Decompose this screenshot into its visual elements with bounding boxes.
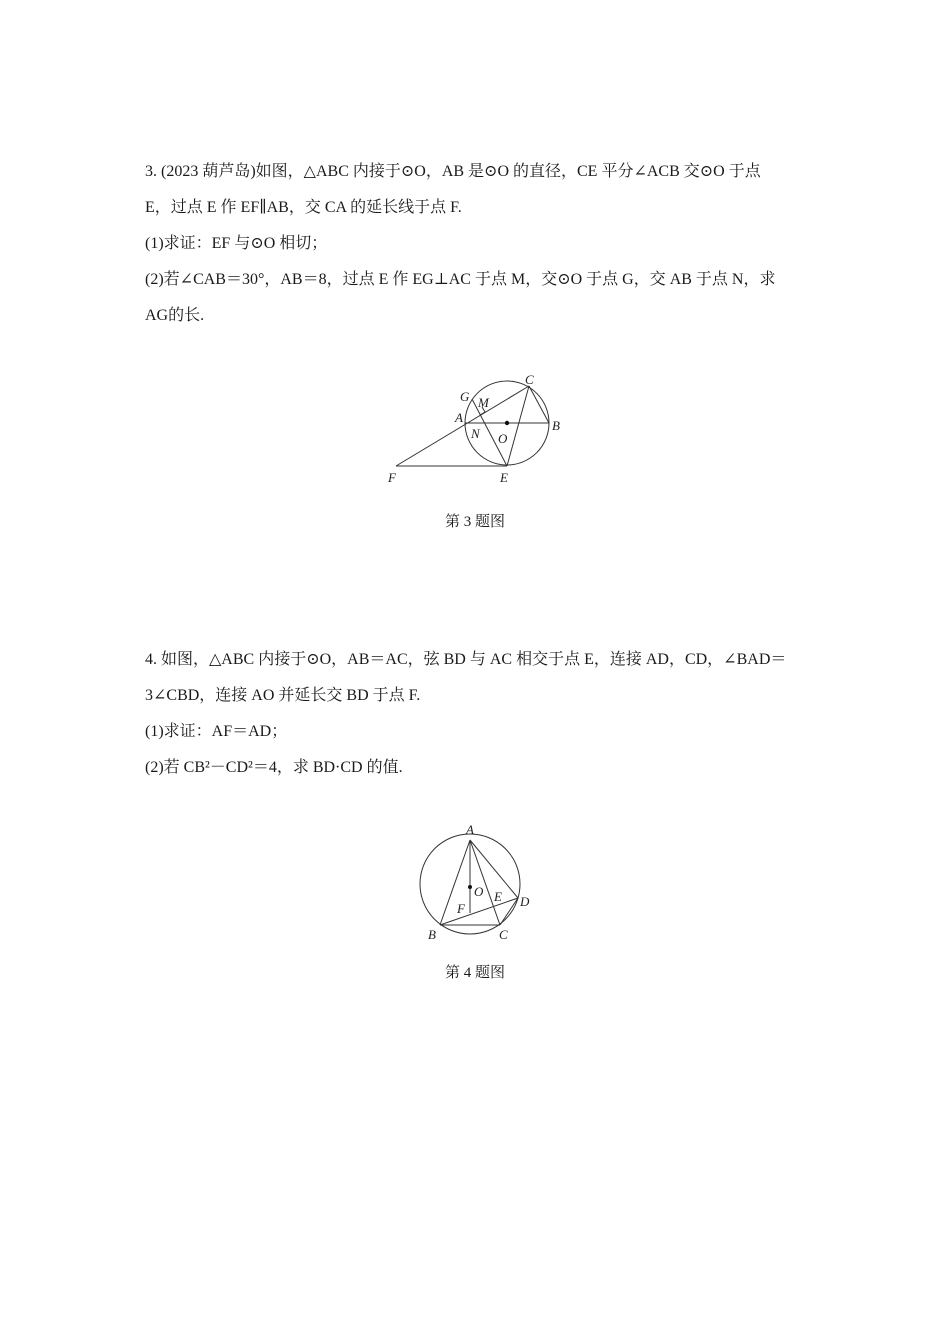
label-e: E (500, 470, 508, 485)
problem3-part1: (1)求证：EF 与⊙O 相切； (145, 235, 328, 252)
problem3-line-2: E，过点 E 作 EF∥AB，交 CA 的延长线于点 F. (145, 199, 462, 216)
problem3-part2: (2)若∠CAB＝30°，AB＝8，过点 E 作 EG⊥AC 于点 M，交⊙O 于点 G，交 AB 于点 N，求 (145, 271, 776, 288)
segment-cd (500, 898, 518, 925)
figure-4-diagram (410, 815, 540, 945)
label-f: F (457, 901, 465, 916)
label-g: G (460, 389, 470, 404)
problem4-line-1: 4. 如图，△ABC 内接于⊙O，AB＝AC，弦 BD 与 AC 相交于点 E，连接 AD，CD，∠BAD＝ (145, 651, 787, 668)
problem3-part2-cont: AG的长. (145, 307, 205, 324)
figure-3-diagram (380, 365, 580, 490)
segment-ac (470, 840, 500, 925)
label-e: E (494, 889, 502, 904)
problem4-line-2: 3∠CBD，连接 AO 并延长交 BD 于点 F. (145, 687, 421, 704)
label-n: N (471, 426, 480, 441)
label-d: D (520, 894, 530, 909)
label-a: A (455, 410, 463, 425)
label-c: C (499, 927, 508, 942)
segment-bd (440, 898, 518, 925)
center-dot (505, 421, 509, 425)
problem3-line-1: 3. (2023 葫芦岛)如图，△ABC 内接于⊙O，AB 是⊙O 的直径，CE 平分∠ACB 交⊙O 于点 (145, 163, 761, 180)
segment-cb (529, 386, 549, 423)
figure-3-caption: 第 3 题图 (444, 514, 505, 530)
problem4-part1: (1)求证：AF＝AD； (145, 723, 288, 740)
label-o: O (498, 431, 508, 446)
label-o: O (474, 884, 484, 899)
figure-4-caption: 第 4 题图 (444, 965, 505, 981)
label-c: C (525, 372, 534, 387)
label-f: F (388, 470, 396, 485)
center-dot (468, 885, 472, 889)
label-a: A (466, 822, 474, 837)
label-b: B (428, 927, 436, 942)
label-m: M (478, 395, 489, 410)
segment-ce (507, 386, 529, 466)
segment-ab (440, 840, 470, 925)
label-b: B (552, 418, 560, 433)
problem4-part2: (2)若 CB²－CD²＝4，求 BD·CD 的值. (145, 759, 403, 776)
